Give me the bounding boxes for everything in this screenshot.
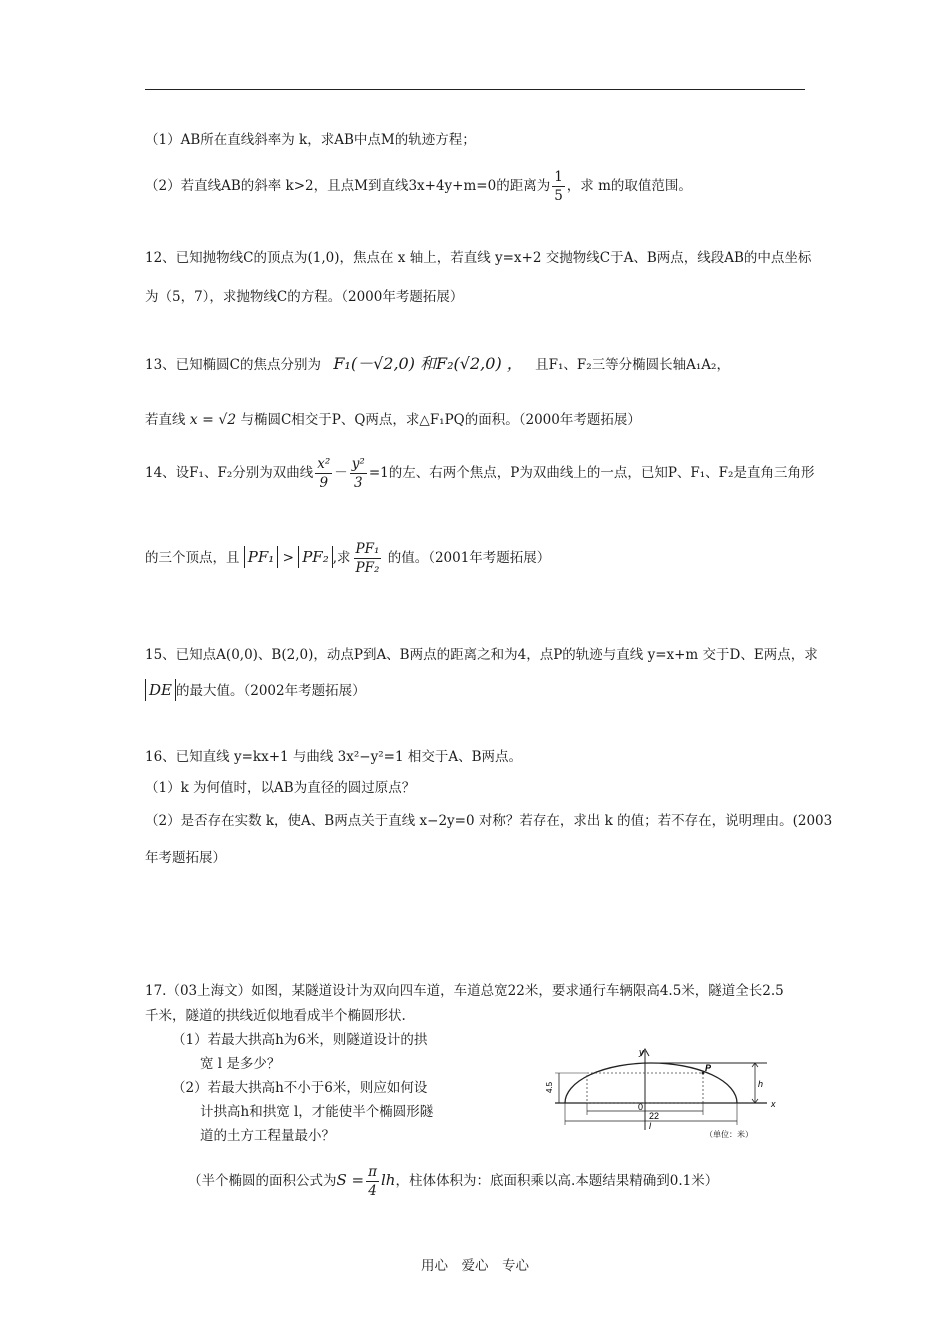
fraction-y2-3: $\frac{\text{y²}}{3}$ (351, 456, 365, 491)
tunnel-diagram (545, 1045, 785, 1140)
l-label: l (649, 1121, 651, 1131)
header-rule (145, 89, 805, 90)
page-footer: 用心 爱心 专心 (421, 1258, 529, 1274)
fraction-x2-9: $\frac{\text{x²}}{9}$ (317, 456, 331, 491)
q12-line1: 12、已知抛物线C的顶点为(1,0)，焦点在 x 轴上，若直线 y=x+2 交抛物线C于A、B两点，线段AB的中点坐标 (145, 250, 812, 266)
line-x-eq-sqrt2: x = √2 (189, 412, 237, 428)
q16-line1: 16、已知直线 y=kx+1 与曲线 3x²−y²=1 相交于A、B两点。 (145, 749, 523, 765)
q15-line1: 15、已知点A(0,0)、B(2,0)，动点P到A、B两点的距离之和为4，点P的轨迹与直线 y=x+m 交于D、E两点，求 (145, 647, 818, 663)
unit-label: （单位：米） (705, 1130, 753, 1139)
fraction-pi-4: $\frac{\pi}{4}$ (368, 1164, 377, 1199)
ratio-pf1-pf2: $\frac{\text{PF₁}}{\text{PF₂}}$ (355, 541, 380, 576)
q14-line1: 14、设F₁、F₂分别为双曲线 $\frac{\text{x²}}{9}$ － $\frac{\text{y²}}{3}$ =1的左、右两个焦点，P为双曲线上的一点，已知P、F₁、F₂是直角三角形 (145, 456, 815, 491)
width-22-label: 22 (649, 1111, 660, 1121)
q12-line2: 为（5，7），求抛物线C的方程。（2000年考题拓展） (145, 289, 464, 305)
height-45-label: 4.5 (545, 1081, 554, 1093)
q11-part2: （2）若直线AB的斜率 k>2，且点M到直线3x+4y+m=0的距离为 $\frac{1}{5}$ ，求 m的取值范围。 (145, 169, 692, 204)
q17-part1-a: （1）若最大拱高h为6米，则隧道设计的拱 (172, 1032, 428, 1048)
origin-label: 0 (638, 1102, 644, 1112)
x-axis-label: x (771, 1099, 776, 1109)
q17-part1-b: 宽 l 是多少？ (200, 1056, 281, 1072)
q17-line1: 17.（03上海文）如图，某隧道设计为双向四车道，车道总宽22米，要求通行车辆限高4.5米，隧道全长2.5 (145, 983, 784, 999)
q17-part2-c: 道的土方工程量最小？ (200, 1128, 335, 1144)
q15-line2: DE 的最大值。（2002年考题拓展） (145, 679, 366, 701)
y-axis-label: y (639, 1047, 644, 1057)
q13-line2: 若直线 x = √2 与椭圆C相交于P、Q两点，求△F₁PQ的面积。（2000年考题拓展） (145, 412, 641, 428)
q11-part1: （1）AB所在直线斜率为 k，求AB中点M的轨迹方程； (145, 132, 476, 148)
foci-formula: F₁(－√2,0) 和F₂(√2,0) ， (333, 354, 523, 373)
abs-pf1: PF₁ (244, 546, 279, 568)
arch-curve (565, 1063, 737, 1103)
q17-part2-a: （2）若最大拱高h不小于6米，则应如何设 (172, 1080, 428, 1096)
q16-line4: 年考题拓展） (145, 850, 226, 866)
point-p-label: P (705, 1063, 712, 1073)
fraction-one-fifth: $\frac{1}{5}$ (554, 169, 563, 204)
q14-line2: 的三个顶点，且 PF₁ > PF₂ ,求 $\frac{\text{PF₁}}{\text{PF₂}}$ 的值。（2001年考题拓展） (145, 541, 551, 576)
q16-line3: （2）是否存在实数 k，使A、B两点关于直线 x−2y=0 对称？若存在，求出 k 的值；若不存在，说明理由。(2003 (145, 813, 833, 829)
abs-pf2: PF₂ (298, 546, 333, 568)
q17-line2: 千米，隧道的拱线近似地看成半个椭圆形状. (145, 1008, 406, 1024)
abs-de: DE (145, 679, 176, 701)
q17-formula: （半个椭圆的面积公式为S = $\frac{\pi}{4}$ lh，柱体体积为：底面积乘以高.本题结果精确到0.1米） (188, 1164, 719, 1199)
h-label: h (758, 1079, 764, 1089)
q16-line2: （1）k 为何值时，以AB为直径的圆过原点？ (145, 780, 416, 796)
q17-part2-b: 计拱高h和拱宽 l，才能使半个椭圆形隧 (200, 1104, 434, 1120)
q13-line1: 13、已知椭圆C的焦点分别为 F₁(－√2,0) 和F₂(√2,0) ， 且F₁、F₂三等分椭圆长轴A₁A₂， (145, 354, 730, 373)
